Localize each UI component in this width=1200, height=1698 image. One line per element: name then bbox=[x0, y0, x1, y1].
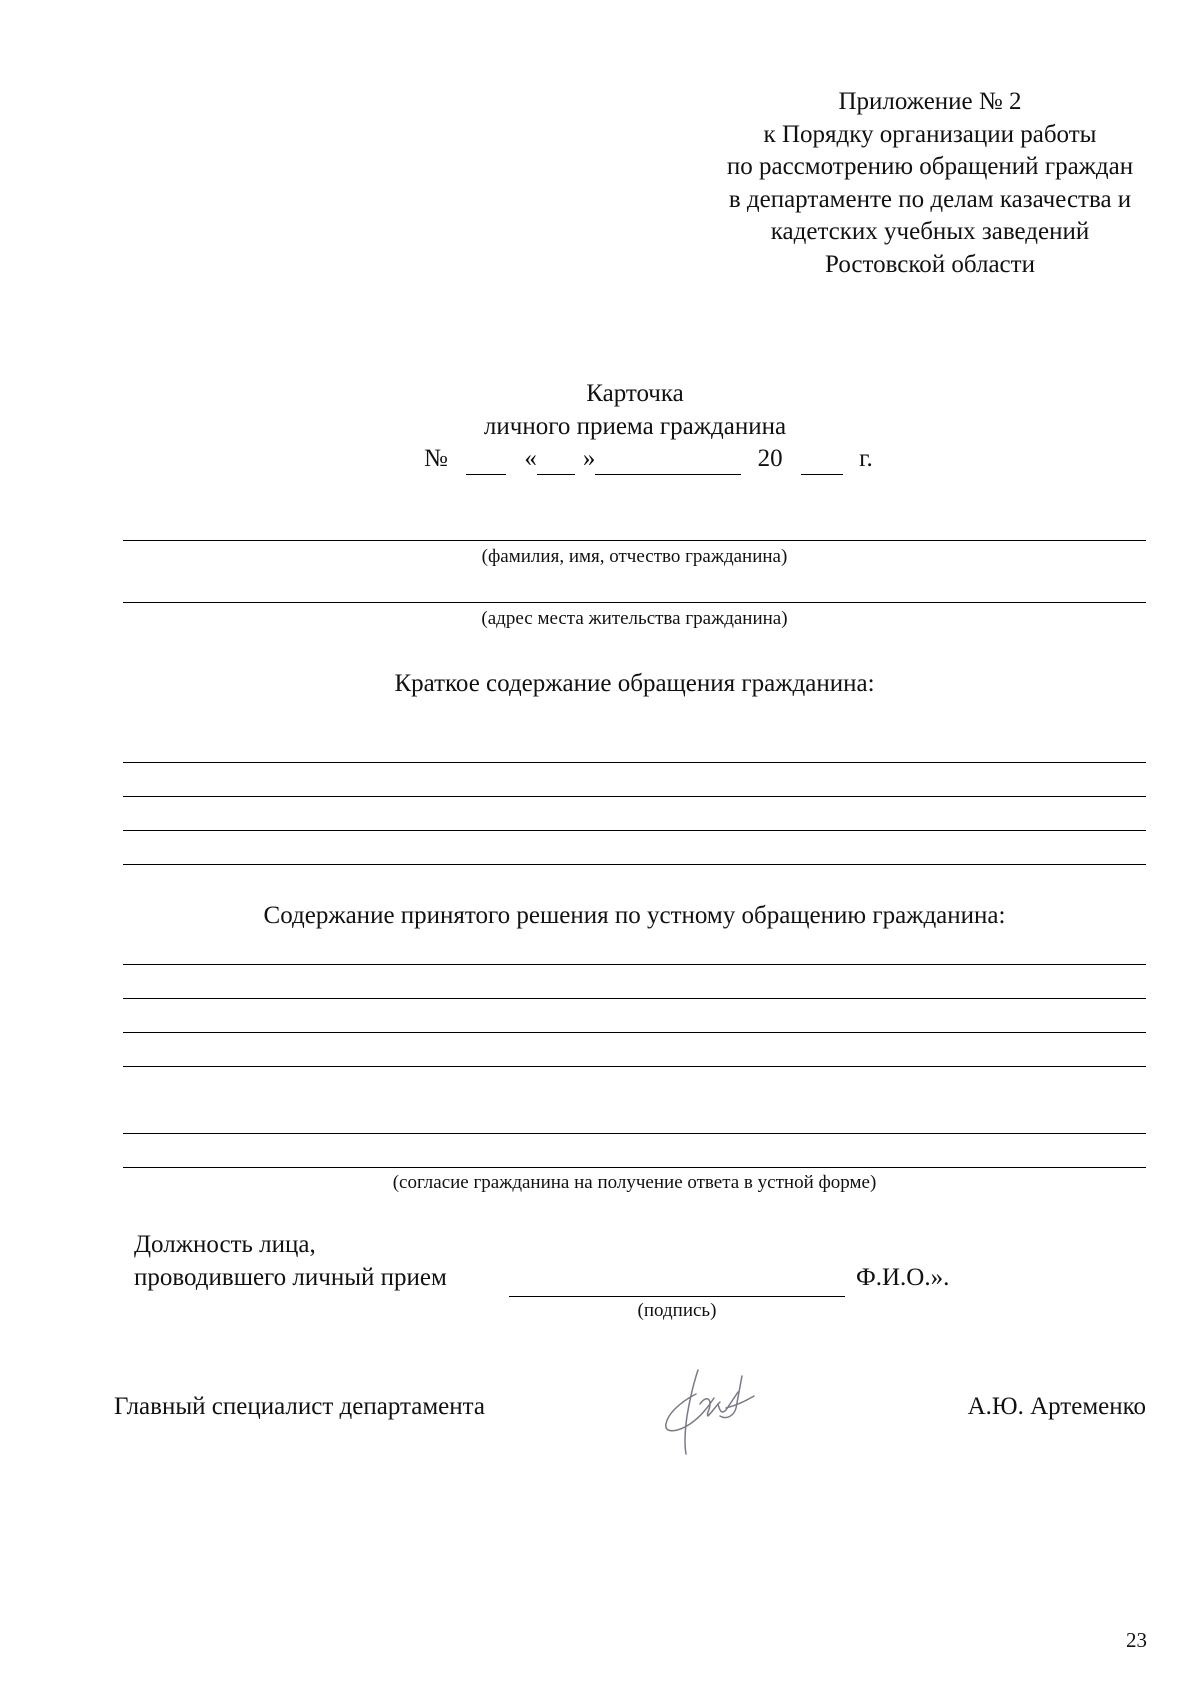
decision-line[interactable] bbox=[123, 964, 1146, 965]
number-sign: № bbox=[424, 445, 448, 472]
year-blank[interactable] bbox=[801, 448, 843, 475]
year-suffix: г. bbox=[859, 445, 873, 472]
position-label-line1: Должность лица, bbox=[134, 1231, 316, 1258]
appendix-line: по рассмотрению обращений граждан bbox=[726, 153, 1134, 180]
summary-line[interactable] bbox=[123, 864, 1146, 865]
month-blank[interactable] bbox=[595, 448, 741, 475]
decision-line[interactable] bbox=[123, 998, 1146, 999]
summary-line[interactable] bbox=[123, 796, 1146, 797]
signer-name: А.Ю. Артеменко bbox=[967, 1393, 1146, 1420]
fio-line[interactable] bbox=[123, 540, 1146, 541]
day-blank[interactable] bbox=[537, 448, 575, 475]
address-line[interactable] bbox=[123, 602, 1146, 603]
summary-line[interactable] bbox=[123, 830, 1146, 831]
appendix-header bbox=[690, 86, 1170, 281]
page-number: 23 bbox=[1126, 1628, 1147, 1652]
quote-close: » bbox=[582, 445, 596, 472]
consent-line[interactable] bbox=[123, 1133, 1146, 1134]
decision-heading: Содержание принятого решения по устному обращению гражданина: bbox=[263, 902, 1006, 929]
card-number-date-line bbox=[424, 443, 873, 475]
signature-caption: (подпись) bbox=[637, 1300, 717, 1321]
decision-line[interactable] bbox=[123, 1066, 1146, 1067]
card-subtitle: личного приема гражданина bbox=[483, 413, 787, 440]
appendix-line: к Порядку организации работы bbox=[763, 120, 1097, 148]
summary-heading: Краткое содержание обращения гражданина: bbox=[394, 670, 875, 697]
year-prefix: 20 bbox=[757, 445, 783, 472]
appendix-line: в департаменте по делам казачества и bbox=[728, 185, 1132, 213]
summary-line[interactable] bbox=[123, 762, 1146, 763]
appendix-line: Приложение № 2 bbox=[838, 88, 1022, 115]
signature-line[interactable] bbox=[509, 1296, 845, 1297]
quote-open: « bbox=[524, 445, 537, 472]
decision-line[interactable] bbox=[123, 1032, 1146, 1033]
appendix-line: Ростовской области bbox=[825, 250, 1035, 278]
card-number-blank[interactable] bbox=[466, 448, 506, 475]
consent-caption: (согласие гражданина на получение ответа в устной форме) bbox=[392, 1172, 877, 1193]
address-caption: (адрес места жительства гражданина) bbox=[481, 608, 788, 629]
handwritten-signature-icon bbox=[660, 1368, 770, 1460]
consent-line[interactable] bbox=[123, 1167, 1146, 1168]
appendix-line: кадетских учебных заведений bbox=[770, 218, 1090, 245]
position-label-line2: проводившего личный прием bbox=[134, 1264, 447, 1291]
signer-title: Главный специалист департамента bbox=[114, 1393, 485, 1420]
official-fio: Ф.И.О.». bbox=[856, 1264, 950, 1291]
card-title: Карточка bbox=[586, 380, 684, 407]
fio-caption: (фамилия, имя, отчество гражданина) bbox=[481, 546, 788, 567]
